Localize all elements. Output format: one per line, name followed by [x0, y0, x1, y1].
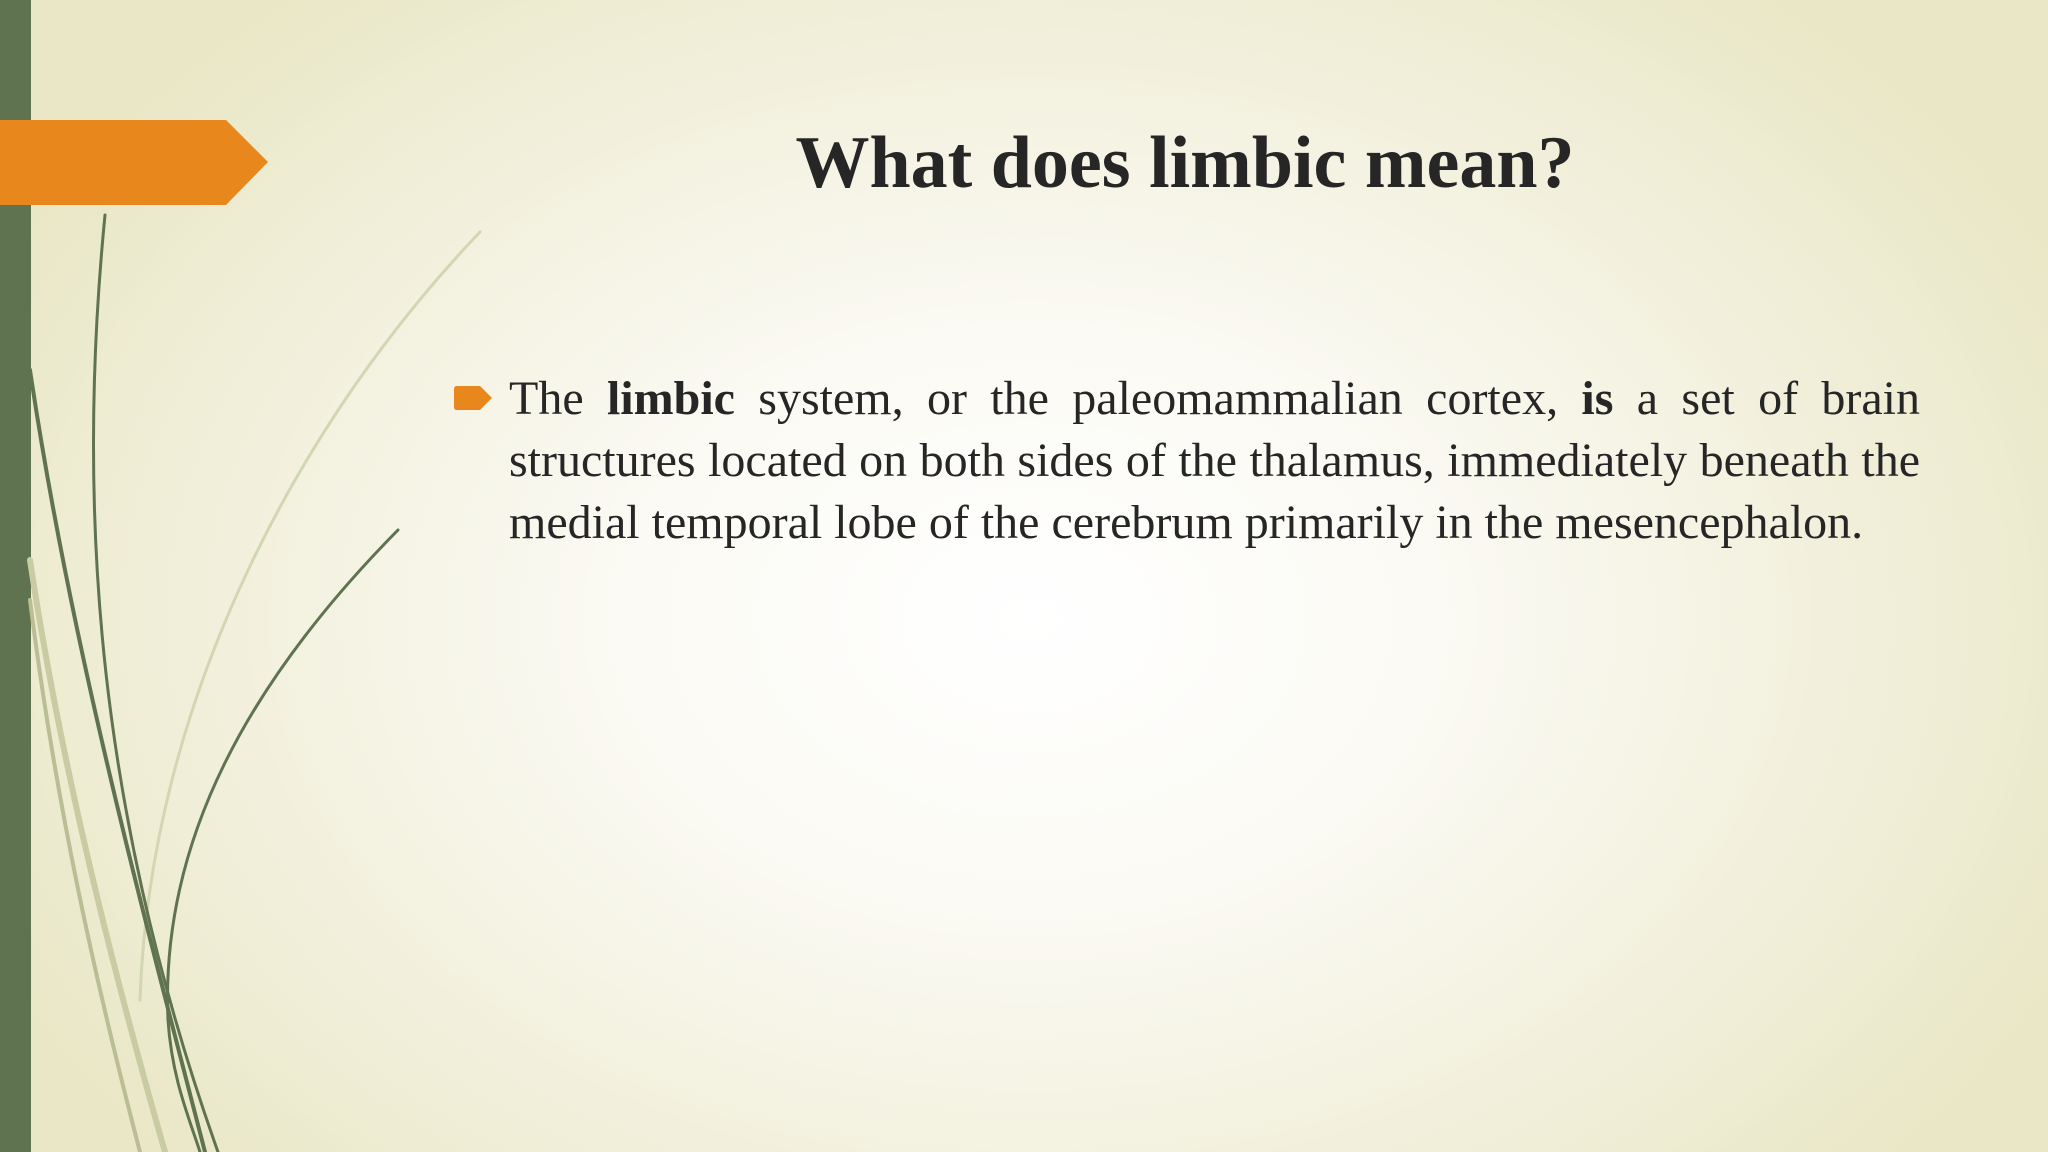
orange-tab-decoration [0, 120, 268, 205]
bullet-segment: a set of brain structures located on both sides of the thalamus, immediately beneath the medial temporal lobe of the cerebrum primarily in the mesencephalon. [509, 372, 1921, 549]
bullet-segment-bold: limbic [606, 372, 735, 425]
bullet-segment: The [509, 372, 607, 425]
bullet-segment-bold: is [1581, 372, 1614, 425]
arrow-bullet-icon [454, 386, 492, 410]
bullet-text [509, 368, 1920, 554]
slide-title: What does limbic mean? [795, 122, 1575, 204]
bullet-item [450, 368, 1920, 554]
slide-content [450, 368, 1920, 554]
bullet-segment: system, or the paleomammalian cortex, [734, 372, 1582, 425]
